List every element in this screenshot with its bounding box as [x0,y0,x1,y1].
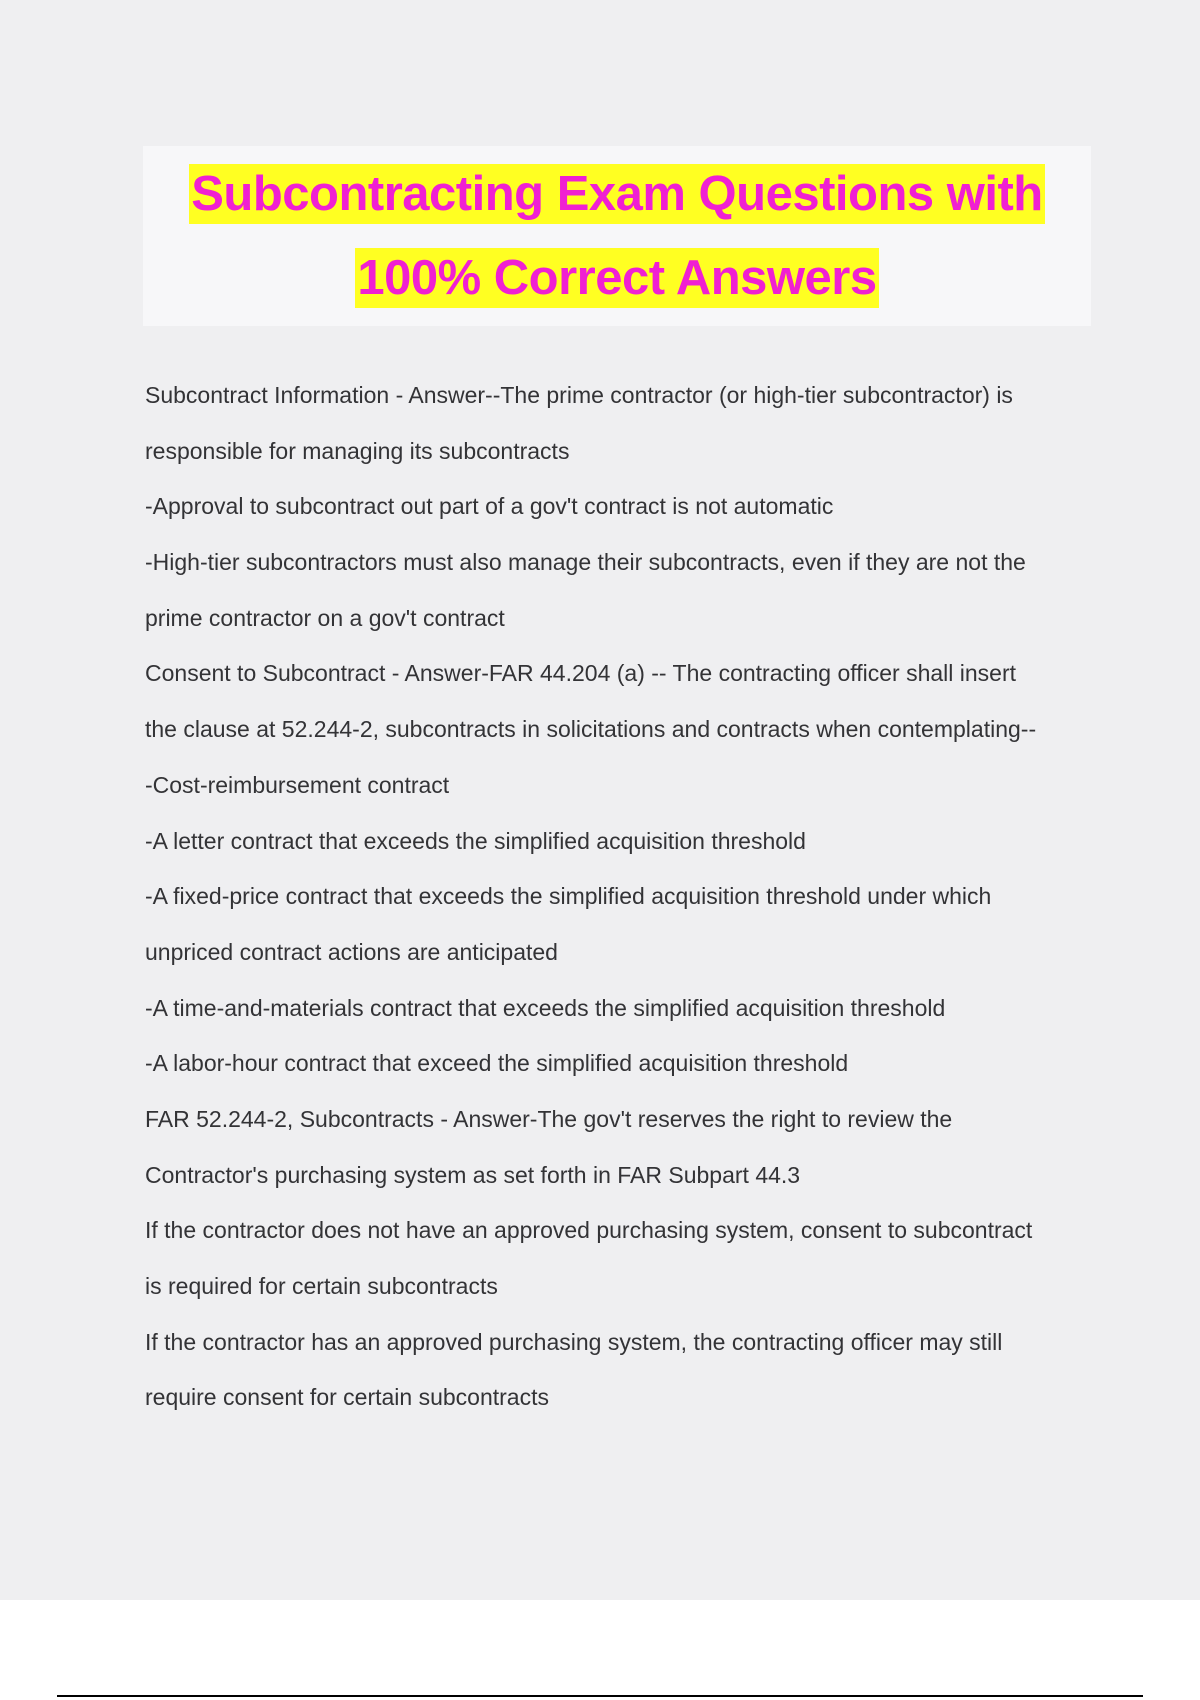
title-block [143,146,1091,326]
body-line: -A time-and-materials contract that exceeds the simplified acquisition threshold [145,994,946,1021]
body-line: the clause at 52.244-2, subcontracts in solicitations and contracts when contemplating-- [145,716,1037,743]
body-line: Contractor's purchasing system as set forth in FAR Subpart 44.3 [145,1161,801,1188]
footer-divider [57,1695,1143,1697]
body-line: -A labor-hour contract that exceed the simplified acquisition threshold [145,1050,849,1077]
body-line: Consent to Subcontract - Answer-FAR 44.204 (a) -- The contracting officer shall insert [145,660,1017,687]
document-body [145,368,1105,1426]
body-line: If the contractor does not have an approved purchasing system, consent to subcontract [145,1217,1033,1244]
body-line: If the contractor has an approved purchasing system, the contracting officer may still [145,1328,1003,1355]
body-line: -Cost-reimbursement contract [145,771,450,798]
document-title-line-2: 100% Correct Answers [355,248,878,308]
body-line: -A fixed-price contract that exceeds the simplified acquisition threshold under which [145,883,992,910]
body-line: -High-tier subcontractors must also manage their subcontracts, even if they are not the [145,549,1026,576]
body-line: is required for certain subcontracts [145,1273,498,1299]
body-line: responsible for managing its subcontracts [145,437,570,464]
body-line: -Approval to subcontract out part of a gov't contract is not automatic [145,493,834,520]
document-title-line-1: Subcontracting Exam Questions with [189,164,1045,224]
body-line: Subcontract Information - Answer--The prime contractor (or high-tier subcontractor) is [145,382,1013,408]
body-line: FAR 52.244-2, Subcontracts - Answer-The gov't reserves the right to review the [145,1105,953,1132]
body-line: -A letter contract that exceeds the simplified acquisition threshold [145,827,806,854]
body-line: prime contractor on a gov't contract [145,604,505,631]
body-line: require consent for certain subcontracts [145,1384,549,1411]
body-line: unpriced contract actions are anticipated [145,938,558,965]
